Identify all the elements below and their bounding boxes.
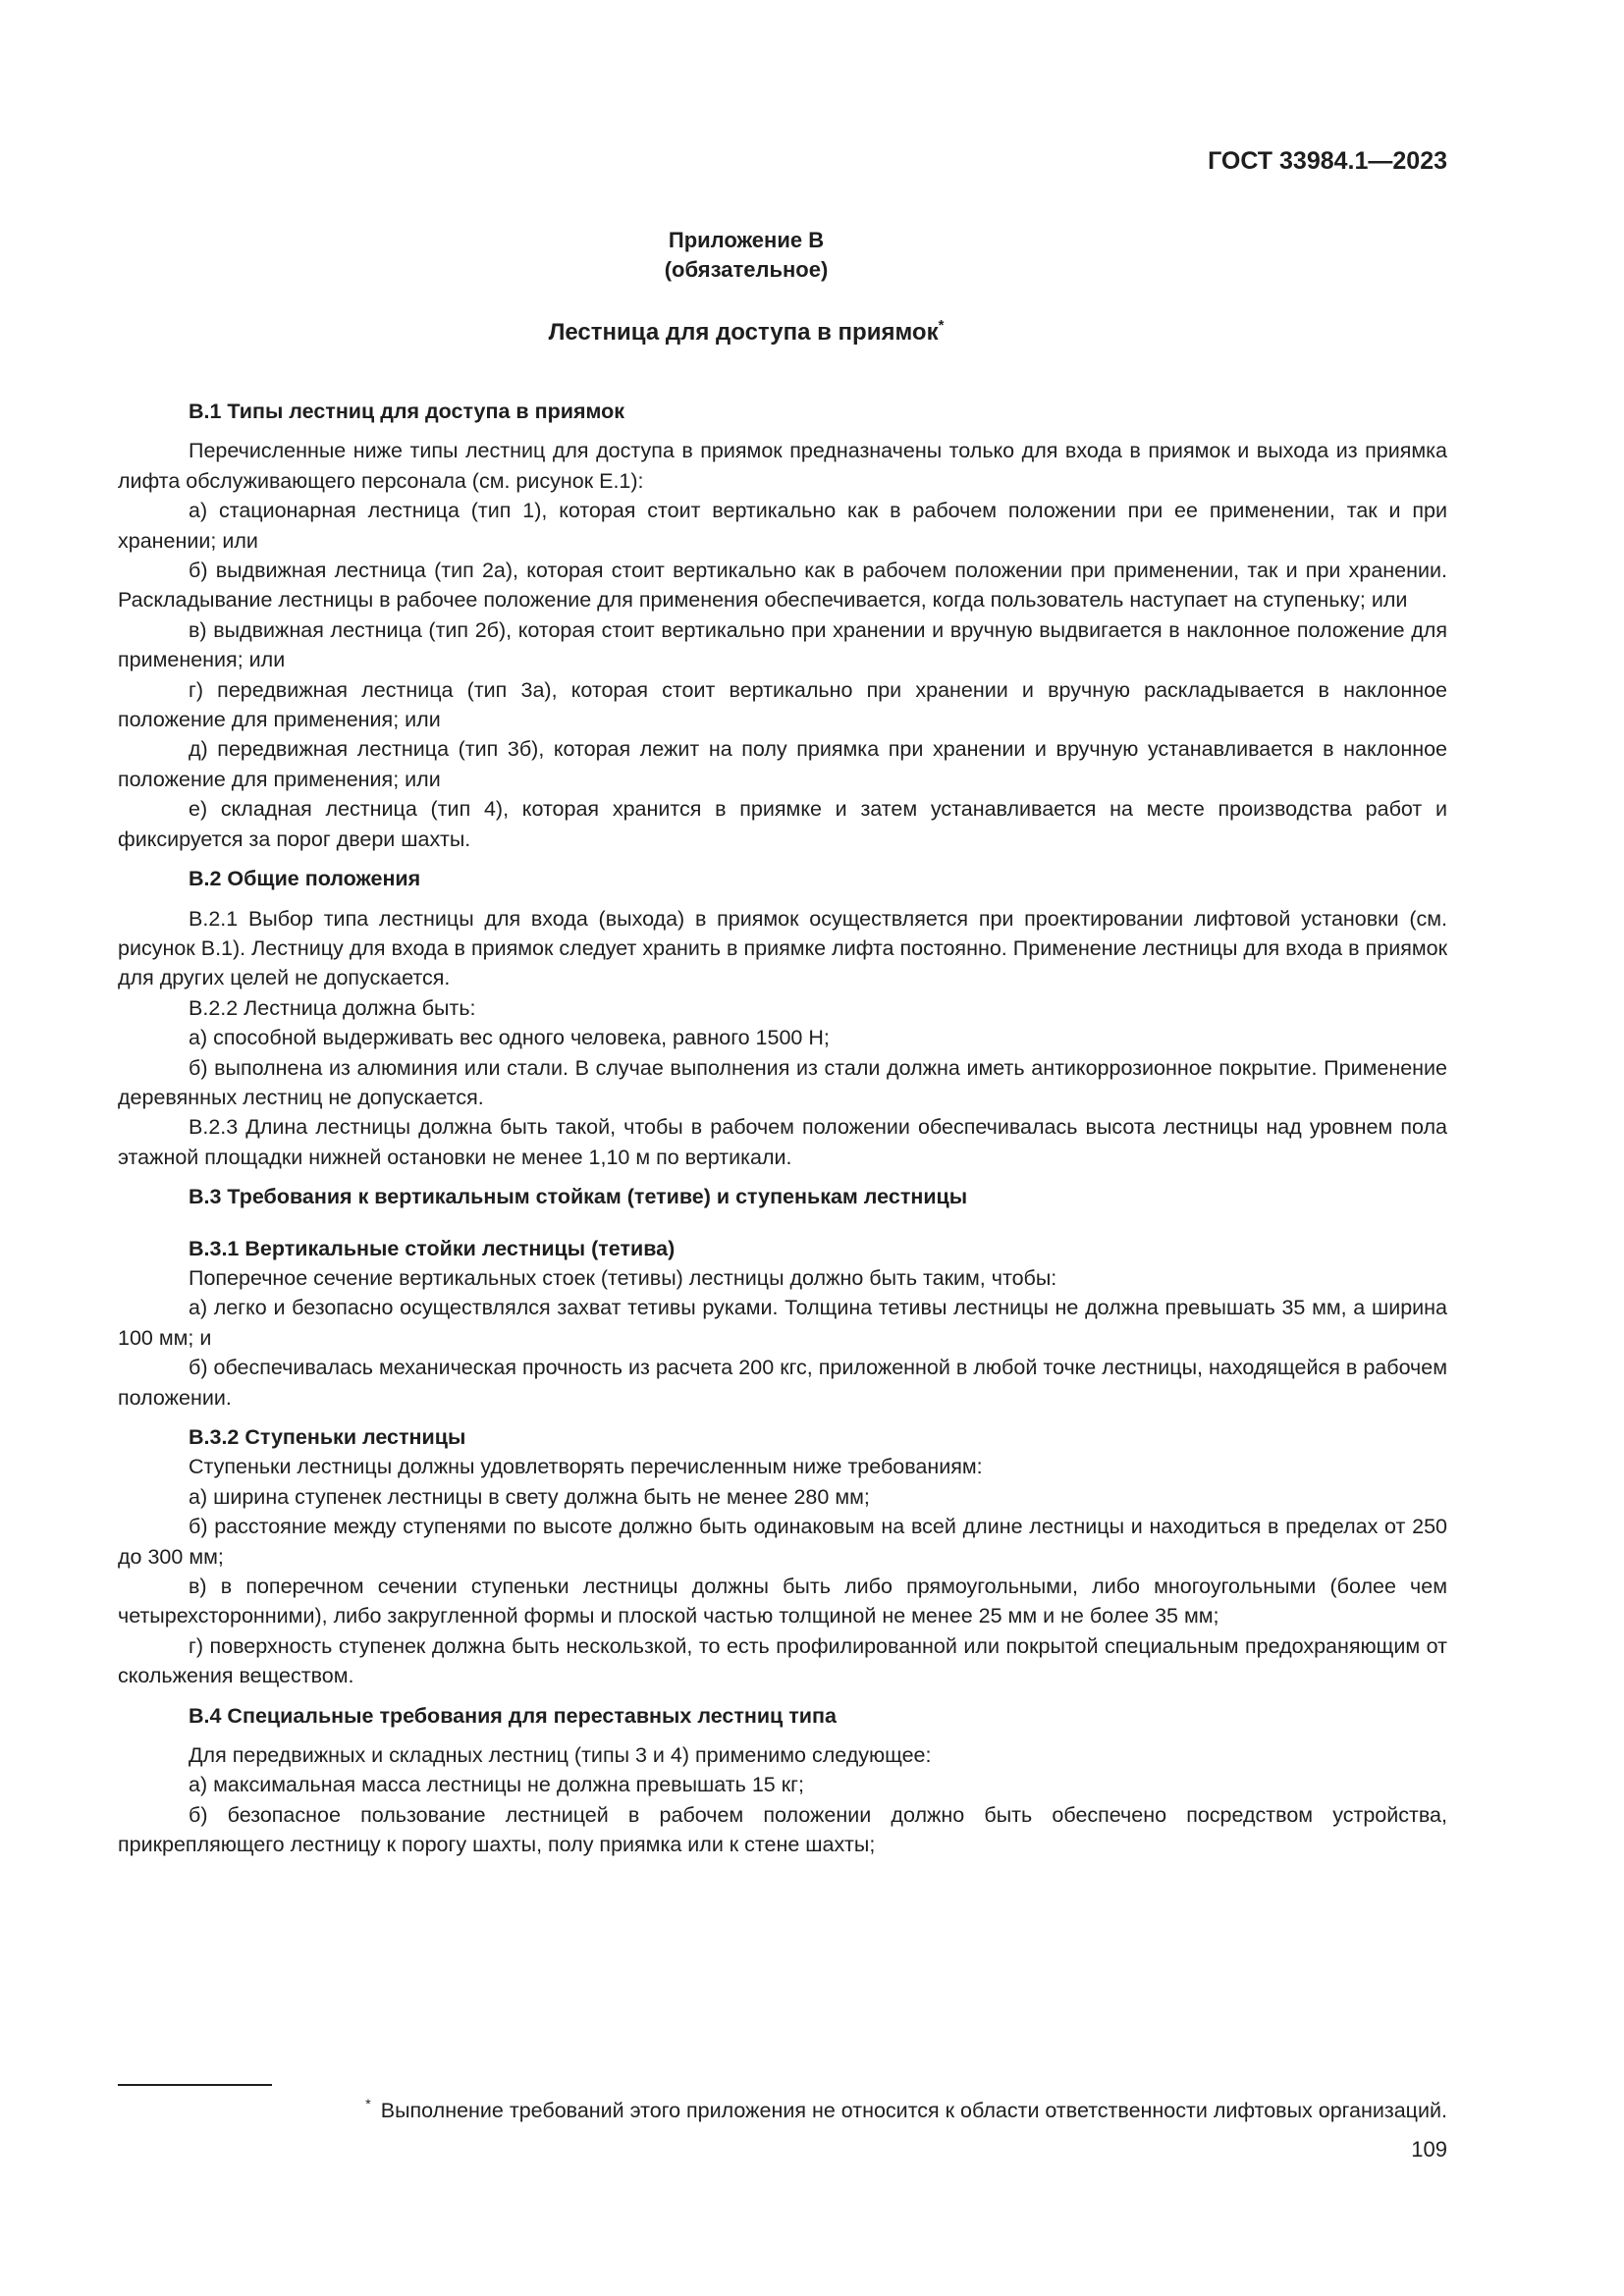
footnote-mark: * [365, 2096, 371, 2111]
annex-title-text: Лестница для доступа в приямок [548, 319, 939, 346]
paragraph: В.2.3 Длина лестницы должна быть такой, чтобы в рабочем положении обеспечивалась высота лестницы над уровнем пола этажной площадки нижней остановки не менее 1,10 м по вертикали. [118, 1115, 1447, 1169]
paragraph: Ступеньки лестницы должны удовлетворять перечисленным ниже требованиям: [189, 1455, 983, 1479]
list-item: а) максимальная масса лестницы не должна превышать 15 кг; [189, 1773, 804, 1797]
section-heading-b1: В.1 Типы лестниц для доступа в приямок [189, 400, 625, 423]
subsection-heading-b3-2: В.3.2 Ступеньки лестницы [189, 1425, 466, 1449]
annex-title [0, 319, 1492, 347]
list-item: б) обеспечивалась механическая прочность из расчета 200 кгс, приложенной в любой точке лестницы, находящейся в рабочем положении. [118, 1356, 1447, 1410]
annex-heading [0, 226, 1492, 285]
list-item: в) выдвижная лестница (тип 2б), которая стоит вертикально при хранении и вручную выдвигается в наклонное положение для применения; или [118, 617, 1447, 672]
list-item: б) выполнена из алюминия или стали. В случае выполнения из стали должна иметь антикоррозионное покрытие. Применение деревянных лестниц не допускается. [118, 1055, 1447, 1109]
page-number: 109 [1411, 2137, 1447, 2162]
list-item: г) передвижная лестница (тип 3а), которая стоит вертикально при хранении и вручную раскладывается в наклонное положение для применения; или [118, 677, 1447, 732]
list-item: в) в поперечном сечении ступеньки лестницы должны быть либо прямоугольными, либо многоугольными (более чем четырехсторонними), либо закругленной формы и плоской частью толщиной не менее 25 мм и не более 35 мм; [118, 1575, 1447, 1629]
subsection-heading-b3-1: В.3.1 Вертикальные стойки лестницы (тетива) [189, 1236, 676, 1260]
list-item: б) безопасное пользование лестницей в рабочем положении должно быть обеспечено посредством устройства, прикрепляющего лестницу к порогу шахты, полу приямка или к стене шахты; [118, 1802, 1447, 1857]
annex-label: Приложение В [668, 228, 825, 252]
list-item: д) передвижная лестница (тип 3б), которая лежит на полу приямка при хранении и вручную устанавливается в наклонное положение для применения; или [118, 737, 1447, 791]
list-item: а) способной выдерживать вес одного человека, равного 1500 Н; [189, 1026, 830, 1050]
section-heading-b4: В.4 Специальные требования для переставных лестниц типа [189, 1703, 837, 1728]
footnote-divider [118, 2084, 272, 2086]
section-heading-b3: В.3 Требования к вертикальным стойкам (тетиве) и ступенькам лестницы [189, 1185, 968, 1209]
annex-body [118, 397, 1447, 1860]
list-item: г) поверхность ступенек должна быть нескользкой, то есть профилированной или покрытой специальным предохраняющим от скольжения веществом. [118, 1633, 1447, 1688]
paragraph: В.2.1 Выбор типа лестницы для входа (выхода) в приямок осуществляется при проектировании лифтовой установки (см. рисунок В.1). Лестницу для входа в приямок следует хранить в приямке лифта постоянно. Применение лестницы для входа в приямок для других целей не допускается. [118, 906, 1447, 990]
paragraph: В.2.2 Лестница должна быть: [189, 995, 476, 1020]
footnote [182, 2096, 1447, 2125]
annex-status: (обязательное) [664, 257, 829, 282]
paragraph: Перечисленные ниже типы лестниц для доступа в приямок предназначены только для входа в приямок и выхода из приямка лифта обслуживающего персонала (см. рисунок Е.1): [118, 439, 1447, 493]
footnote-text: Выполнение требований этого приложения не относится к области ответственности лифтовых организаций. [380, 2099, 1447, 2122]
list-item: а) стационарная лестница (тип 1), которая стоит вертикально как в рабочем положении при ее применении, так и при хранении; или [118, 499, 1447, 553]
list-item: а) легко и безопасно осуществлялся захват тетивы руками. Толщина тетивы лестницы не должна превышать 35 мм, а ширина 100 мм; и [118, 1296, 1447, 1350]
standard-number: ГОСТ 33984.1—2023 [1208, 147, 1447, 175]
paragraph: Для передвижных и складных лестниц (типы 3 и 4) применимо следующее: [189, 1743, 932, 1768]
list-item: б) выдвижная лестница (тип 2а), которая стоит вертикально как в рабочем положении при применении, так и при хранении. Раскладывание лестницы в рабочее положение для применения обеспечивается, когда пользователь наступает на ступеньку; или [118, 559, 1447, 613]
list-item: а) ширина ступенек лестницы в свету должна быть не менее 280 мм; [189, 1484, 870, 1509]
paragraph: Поперечное сечение вертикальных стоек (тетивы) лестницы должно быть таким, чтобы: [189, 1265, 1057, 1290]
footnote-reference: * [938, 317, 945, 334]
list-item: б) расстояние между ступенями по высоте должно быть одинаковым на всей длине лестницы и находиться в пределах от 250 до 300 мм; [118, 1515, 1447, 1569]
section-heading-b2: В.2 Общие положения [189, 867, 421, 891]
list-item: е) складная лестница (тип 4), которая хранится в приямке и затем устанавливается на месте производства работ и фиксируется за порог двери шахты. [118, 797, 1447, 851]
